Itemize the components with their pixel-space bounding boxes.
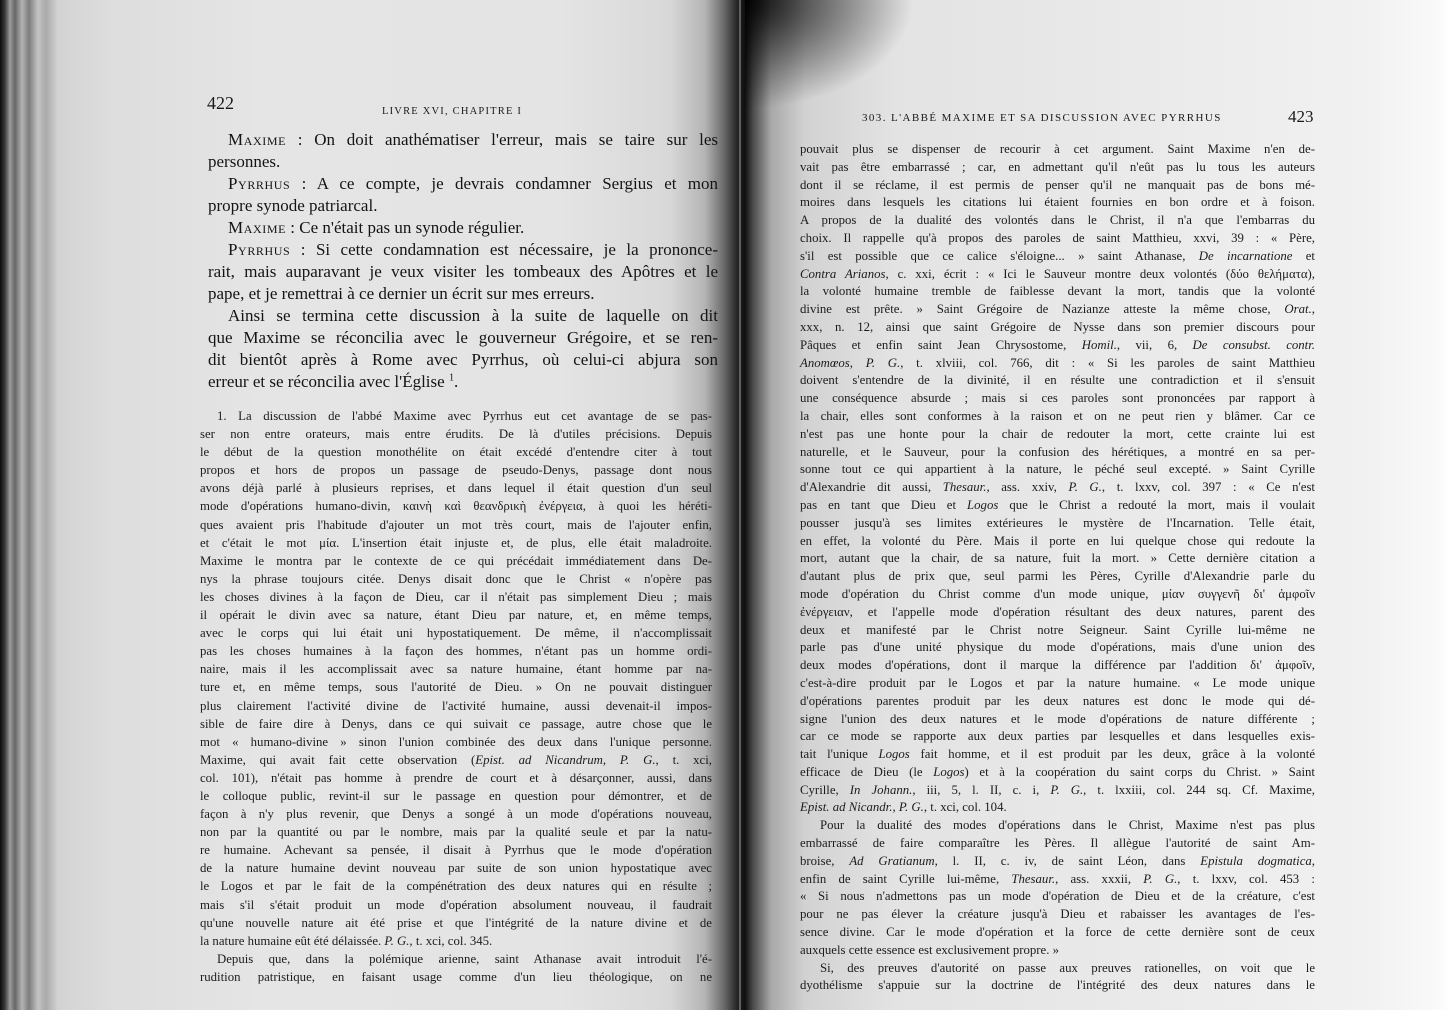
- right-page: [745, 0, 1450, 1010]
- text-line: Ainsi se termina cette discussion à la suite de laquelle on dit: [228, 306, 718, 325]
- paragraph: [200, 950, 712, 986]
- running-head: 303. L'ABBÉ MAXIME ET SA DISCUSSION AVEC PYRRHUS: [862, 112, 1222, 124]
- italic-text: Homil.: [1081, 337, 1117, 352]
- page-number: 423: [1288, 107, 1314, 126]
- page-number: 422: [207, 93, 234, 113]
- text-line: Maxime, qui avait fait cette observation (Epist. ad Nicandrum, P. G., t. xci,: [200, 752, 712, 767]
- text-line: 1. La discussion de l'abbé Maxime avec Pyrrhus eut cet avantage de se pas-: [217, 409, 712, 423]
- text-line: sonne tout ce qui appartient à la nature, le péché seul excepté. » Saint Cyrille: [800, 462, 1315, 477]
- text-line: dyothélisme s'appuie sur la doctrine de l'intégrité des deux natures dans le: [800, 978, 1315, 993]
- text-line: A propos de la dualité des volontés dans le Christ, il n'a que l'embarras du: [800, 213, 1315, 228]
- paragraph: [800, 141, 1315, 817]
- text-line: en effet, la volonté du Père. Mais il porte en lui quelque chose qui redoute la: [800, 533, 1315, 548]
- text-line: rait, mais auparavant je veux visiter les tombeaux des Apôtres et le: [208, 262, 718, 281]
- italic-text: Thesaur.: [1011, 871, 1056, 886]
- text-line: la chair, elles sont conformes à la raison et on ne peut rien y blâmer. Car ce: [800, 408, 1315, 423]
- text-line: Si, des preuves d'autorité on passe aux preuves rationelles, on voit que le: [820, 960, 1315, 975]
- text-line: car ce mode se rapporte aux deux parties par lesquelles et dans lesquelles exis-: [800, 729, 1315, 744]
- text-line: naire, mais il les accomplissait avec sa nature humaine, étant homme par na-: [200, 662, 712, 677]
- italic-text: In Johann.: [849, 782, 913, 797]
- text-line: le Logos et par le fait de la compénétration des deux natures qui en résulte ;: [200, 879, 712, 894]
- text-line: et c'était le mot μία. L'insertion était injuste et, de plus, elle était maladroite.: [200, 535, 712, 550]
- text-line: mais s'il s'était produit un mode d'opération absolument nouveau, il faudrait: [200, 897, 712, 912]
- text-line: Depuis que, dans la polémique arienne, saint Athanase avait introduit l'é-: [217, 951, 712, 966]
- paragraph: [200, 407, 712, 950]
- text-line: Pyrrhus : Si cette condamnation est nécessaire, je la prononce-: [228, 240, 718, 259]
- text-line: Pour la dualité des modes d'opérations dans le Christ, Maxime n'est pas plus: [820, 818, 1315, 833]
- text-line: Maxime : Ce n'était pas un synode régulier.: [228, 218, 525, 237]
- text-line: deux et manifesté par le Christ notre Seigneur. Saint Cyrille lui-même ne: [800, 622, 1315, 637]
- text-line: propre synode patriarcal.: [208, 196, 378, 215]
- text-line: pape, et je remettrai à ce dernier un écrit sur mes erreurs.: [208, 284, 595, 303]
- text-line: Epist. ad Nicandr., P. G., t. xci, col. 104.: [800, 800, 1007, 815]
- text-line: broise, Ad Gratianum, l. II, c. iv, de saint Léon, dans Epistula dogmatica,: [800, 853, 1315, 868]
- text-line: pousser jusqu'à ses limites extérieures le mystère de l'Incarnation. Telle était,: [800, 515, 1315, 530]
- text-line: « Si nous n'admettons pas un mode d'opération de Dieu et de la créature, c'est: [800, 889, 1315, 904]
- text-line: mort, autant que la chair, de sa nature, fuit la mort. » Cette dernière citation a: [800, 551, 1315, 566]
- text-line: le colloque public, revint-il sur le passage en question pour démontrer, et de: [200, 788, 712, 803]
- italic-text: De incarnatione: [1198, 248, 1293, 263]
- text-line: Cyrille, In Johann., iii, 5, l. II, c. i, P. G., t. lxxiii, col. 244 sq. Cf. Maxime,: [800, 782, 1315, 797]
- text-line: Pyrrhus : A ce compte, je devrais condamner Sergius et mon: [228, 174, 718, 193]
- italic-text: P. G.: [384, 933, 410, 948]
- text-line: la volonté humaine tremble de faiblesse devant la mort, tandis que la volonté: [800, 284, 1315, 299]
- italic-text: Epist. ad Nicandr.: [800, 800, 893, 815]
- text-line: plus clairement l'activité divine de l'activité humaine, aussi devenait-il impos-: [200, 698, 712, 713]
- text-line: dont il se réclame, il est permis de penser qu'il ne manquait pas de bons mé-: [800, 177, 1315, 192]
- paragraph: [208, 239, 718, 305]
- text-line: ques avaient pris l'habitude d'ajouter un mot très court, mais de l'ajouter enfin,: [200, 517, 712, 532]
- italic-text: Anomœos, P. G.: [800, 355, 901, 370]
- paragraph: [208, 173, 718, 217]
- italic-text: Contra Arianos: [800, 266, 886, 281]
- text-line: d'Alexandrie dit aussi, Thesaur., ass. xxiv, P. G., t. lxxv, col. 397 : « Ce n'est: [800, 480, 1315, 495]
- text-line: il opérait le divin avec sa nature, étant Dieu par nature, et, en même temps,: [200, 608, 712, 623]
- text-line: dit bientôt après à Rome avec Pyrrhus, où celui-ci abjura son: [208, 350, 718, 369]
- text-line: rudition patristique, en faisant usage comme d'un lieu théologique, on ne: [200, 969, 712, 984]
- paragraph: [208, 217, 718, 239]
- text-line: mode d'opérations humano-divin, καινὴ καὶ θεανδρικὴ ἐνέργεια, à quoi les héréti-: [200, 499, 712, 514]
- italic-text: Ad Gratianum: [849, 853, 935, 868]
- main-text: [208, 129, 718, 393]
- text-line: pour ne pas élever la créature jusqu'à Dieu et rabaisser les avantages de l'es-: [800, 907, 1315, 922]
- text-line: pas en tant que Dieu et Logos que le Christ a redouté la mort, mais il voulait: [800, 497, 1315, 512]
- text-line: une conséquence absurde ; mais si ces paroles sont prononcées par rapport à: [800, 391, 1315, 406]
- italic-text: Logos: [967, 497, 999, 512]
- text-line: xxx, n. 12, ainsi que saint Grégoire de Nysse dans son premier discours pour: [800, 319, 1315, 334]
- text-line: Pâques et enfin saint Jean Chrysostome, Homil., vii, 6, De consubst. contr.: [800, 337, 1316, 352]
- italic-text: Epistula dogmatica: [1200, 853, 1312, 868]
- text-line: re humaine. Achevant sa pensée, il disait à Pyrrhus que le mode d'opération: [200, 843, 712, 858]
- speaker-name: Pyrrhus: [228, 174, 291, 193]
- text-line: erreur et se réconcilia avec l'Église $^1$.: [208, 372, 459, 391]
- text-line: embarrassé de faire comparaître les Pères. Il allègue l'autorité de saint Am-: [800, 836, 1315, 851]
- text-line: efficace de Dieu (le Logos) et à la coopération du saint corps du Christ. » Saint: [800, 764, 1315, 779]
- text-line: c'est-à-dire produit par le Logos et par la nature humaine. « Le mode unique: [800, 675, 1315, 690]
- italic-text: P. G.: [1068, 480, 1102, 495]
- italic-text: De consubst. contr.: [1192, 337, 1316, 352]
- text-line: sence divine. Car le mode d'opération et la force de cette dernière sont de ceux: [800, 925, 1315, 940]
- paragraph: [800, 960, 1315, 996]
- text-line: parle pas d'une unité physique du mode d'opérations, mais d'une union des: [800, 640, 1315, 655]
- italic-text: Epist. ad Nicandrum, P. G.: [475, 752, 656, 767]
- text-line: personnes.: [208, 152, 281, 171]
- speaker-name: Pyrrhus: [228, 240, 291, 259]
- text-line: non par la quantité ou par le nombre, mais par la qualité seule et par la natu-: [200, 825, 712, 840]
- text-line: de la nature humaine devint nouveau par suite de son union hypostatique avec: [200, 861, 712, 876]
- text-line: mot « humano-divine » sinon l'union combinée des deux dans l'unique personne.: [200, 734, 712, 749]
- italic-text: Thesaur.: [942, 480, 987, 495]
- text-line: auxquels cette essence est exclusivement propre. »: [800, 942, 1060, 957]
- text-line: avons déjà parlé à plusieurs reprises, et dans lequel il était question d'un seul: [200, 481, 712, 496]
- main-text: [800, 141, 1315, 995]
- text-line: naturelle, et le Sauveur, pour la confusion des hérétiques, a montré en sa per-: [800, 444, 1315, 459]
- text-line: vait pas être embarrassé ; car, en admettant qu'il n'eût pas lu tous les auteurs: [800, 159, 1315, 174]
- text-line: que Maxime se réconcilia avec le gouverneur Grégoire, et se ren-: [208, 328, 718, 347]
- text-line: divine est prête. » Saint Grégoire de Nazianze atteste la même chose, Orat.,: [800, 302, 1315, 317]
- text-line: mode d'opération du Christ comme d'un mode unique, μίαν συγγενῆ δι' ἀμφοῖν: [800, 586, 1315, 601]
- text-line: choix. Il rappelle qu'à propos des paroles de saint Matthieu, xxvi, 39 : « Père,: [800, 230, 1315, 245]
- italic-text: P. G.: [898, 800, 924, 815]
- italic-text: P. G.: [1050, 782, 1084, 797]
- text-line: nys la phrase toujours citée. Denys disait donc que le Christ « n'opère pas: [200, 571, 712, 586]
- italic-text: Orat.: [1284, 302, 1312, 317]
- text-line: pouvait plus se dispenser de recourir à cet argument. Saint Maxime n'en de-: [800, 142, 1315, 156]
- paragraph: [208, 129, 718, 173]
- text-line: le début de la question monothélite on était excédé d'entendre citer à tout: [200, 445, 712, 460]
- italic-text: P. G.: [1143, 871, 1178, 886]
- text-line: sible de faire dire à Denys, dans ce qui suivait ce passage, autre chose que le: [200, 716, 712, 731]
- text-line: d'autant plus de prix que, seul parmi les Pères, Cyrille d'Alexandrie parle du: [800, 569, 1315, 584]
- speaker-name: Maxime: [228, 130, 287, 149]
- text-line: Maxime : On doit anathématiser l'erreur, mais se taire sur les: [228, 130, 718, 149]
- text-line: deux modes d'opérations, dont il marque la différence par l'addition δι' ἀμφοῖν,: [800, 658, 1315, 673]
- text-line: pas les choses humaines à la façon des hommes, n'étant pas un homme ordi-: [200, 644, 712, 659]
- text-line: s'il est possible que ce calice s'éloigne... » saint Athanase, De incarnatione et: [800, 248, 1315, 263]
- paragraph: [800, 817, 1315, 959]
- text-line: n'est pas une honte pour la chair de redouter la mort, cette crainte lui est: [800, 426, 1315, 441]
- text-line: qu'une nouvelle nature ait été prise et que l'intégrité de la nature divine et de: [200, 915, 712, 930]
- text-line: col. 101), n'était pas homme à prendre de court et à désarçonner, aussi, dans: [200, 770, 712, 785]
- text-line: moires dans lesquels les citations lui étaient fournies en bon ordre et à foison.: [800, 195, 1315, 210]
- text-line: tait l'unique Logos fait homme, et il est produit par les deux, grâce à la volonté: [800, 747, 1316, 762]
- text-line: signe l'union des deux natures et le mode d'opérations de nature différente ;: [800, 711, 1315, 726]
- text-line: Contra Arianos, c. xxi, écrit : « Ici le Sauveur montre deux volontés (δύο θελήματα),: [800, 266, 1316, 281]
- speaker-name: Maxime: [228, 218, 287, 237]
- footnote-reference: 1: [448, 372, 455, 384]
- text-line: ture et, en même temps, sous l'autorité de Dieu. » On ne pouvait distinguer: [200, 680, 712, 695]
- gutter-shadow: [745, 0, 915, 110]
- text-line: les choses divines à la façon de Dieu, car il n'était pas simplement Dieu ; mais: [200, 589, 712, 604]
- footnote: [200, 407, 712, 986]
- page-seam: [739, 0, 741, 1010]
- text-line: doivent s'entendre de la divinité, il en résulte une contradiction et il s'ensuit: [800, 373, 1315, 388]
- text-line: d'opérations parentes produit par les deux natures est donc le mode qui dé-: [800, 693, 1315, 708]
- text-line: enfin de saint Cyrille lui-même, Thesaur., ass. xxxii, P. G., t. lxxv, col. 453 :: [800, 871, 1315, 886]
- text-line: ser non entre orateurs, mais entre érudits. De là d'utiles précisions. Depuis: [200, 427, 712, 442]
- paragraph: [208, 305, 718, 393]
- running-head: LIVRE XVI, CHAPITRE I: [382, 106, 523, 117]
- italic-text: Logos: [878, 747, 910, 762]
- text-line: propos et hors de propos un passage de pseudo-Denys, passage dont nous: [200, 463, 712, 478]
- text-line: la nature humaine eût été délaissée. P. G., t. xci, col. 345.: [200, 933, 493, 948]
- text-line: Anomœos, P. G., t. xlviii, col. 766, dit : « Si les paroles de saint Matthieu: [800, 355, 1315, 370]
- text-line: façon à n'y plus revenir, que Denys a songé à un mode d'opérations nouveau,: [200, 807, 712, 822]
- text-line: Maxime le montra par le contexte de ce qui précédait immédiatement dans De-: [200, 553, 712, 568]
- italic-text: Logos: [933, 764, 965, 779]
- text-line: avec le corps qui lui était uni hypostatiquement. De même, il n'accomplissait: [200, 626, 712, 641]
- text-line: ἐνέργειαν, et l'appelle mode d'opération résultant des deux natures, parent des: [800, 604, 1315, 619]
